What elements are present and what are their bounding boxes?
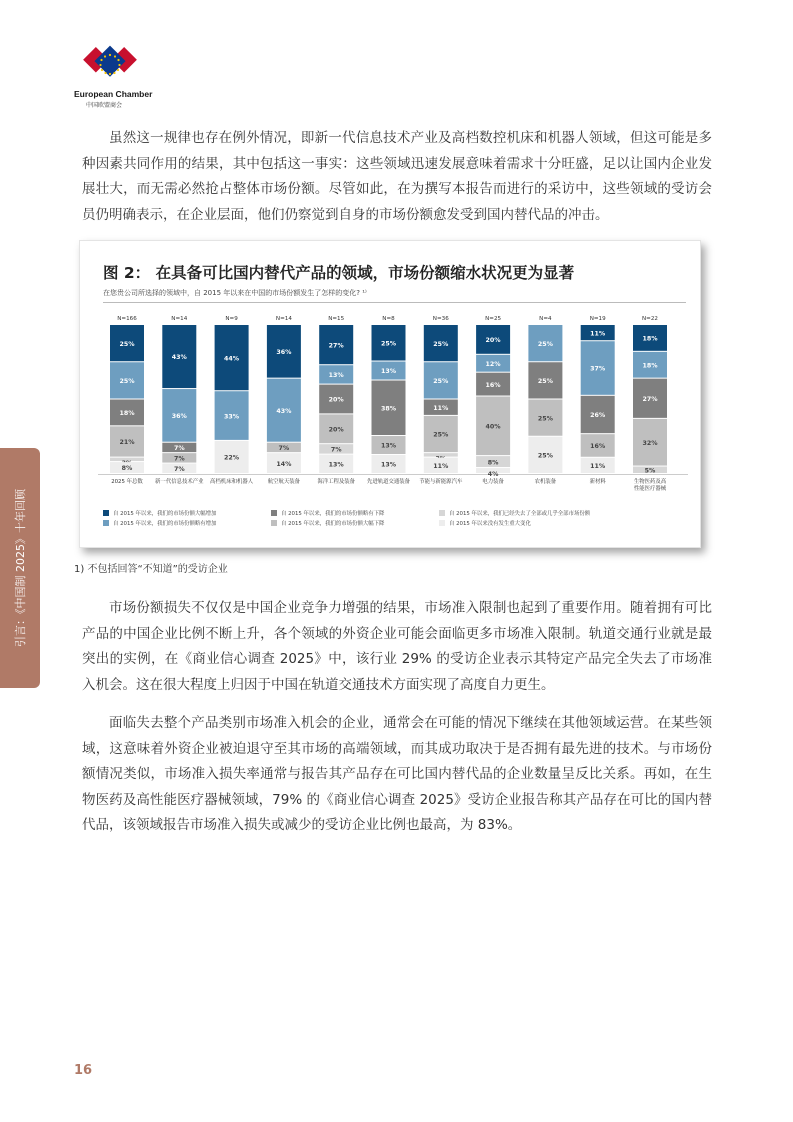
sample-size-label: N=25 [485, 316, 502, 322]
figure-box [79, 240, 701, 548]
data-label: 13% [380, 442, 397, 450]
figure-subtitle: 在您贵公司所选择的领域中，自 2015 年以来在中国的市场份额发生了怎样的变化? ¹⁾ [103, 289, 367, 297]
data-label: 40% [485, 423, 501, 431]
data-label: 43% [276, 407, 292, 415]
section-side-label: 引言：《中国制 2025》十年回顾 [14, 489, 27, 647]
data-label: 18% [642, 362, 658, 370]
data-label: 25% [537, 378, 553, 386]
paragraph-3: 面临失去整个产品类别市场准入机会的企业，通常会在可能的情况下继续在其他领域运营。在某些领域，这意味着外资企业被迫退守至其市场的高端领域，而其成功取决于是否拥有最先进的技术。与市场份额情况类似，市场准入损失率通常与报告其产品存在可比国内替代品的企业数量呈反比关系。再如，在生物医药及高性能医疗器械领域，79% 的《商业信心调查 2025》受访企业报告称其产品存在可比的国内替代品，该领域报告市场准入损失或减少的受访企业比例也最高，为 83%。 [82, 715, 712, 833]
legend-item [271, 509, 384, 517]
sample-size-label: N=4 [539, 316, 552, 322]
legend-item [103, 519, 216, 527]
data-label: 7% [173, 455, 185, 463]
page-number: 16 [74, 1063, 93, 1078]
data-label: 13% [328, 461, 344, 469]
data-label: 11% [590, 330, 606, 338]
category-label: 航空航天装备 [267, 479, 301, 485]
data-label: 25% [433, 431, 449, 439]
category-label: 性能医疗器械 [633, 486, 667, 492]
sample-size-label: N=8 [382, 316, 395, 322]
data-label: 20% [485, 337, 501, 345]
paragraph-1: 虽然这一规律也存在例外情况，即新一代信息技术产业及高档数控机床和机器人领域，但这可能是多种因素共同作用的结果，其中包括这一事实：这些领域迅速发展意味着需求十分旺盛，足以让国内企业发展壮大，而无需必然抢占整体市场份额。尽管如此，在为撰写本报告而进行的采访中，这些领域的受访会员仍明确表示，在企业层面，他们仍察觉到自身的市场份额愈发受到国内替代品的冲击。 [82, 130, 712, 223]
category-label: 2025 年总数 [111, 479, 143, 485]
category-label: 电力装备 [482, 479, 504, 485]
category-label: 节能与新能源汽车 [419, 479, 463, 485]
data-label: 16% [485, 381, 501, 389]
data-label: 25% [119, 340, 135, 348]
data-label: 27% [642, 395, 658, 403]
legend-label: 自 2015 年以来没有发生重大变化 [449, 521, 531, 527]
sample-size-label: N=9 [225, 316, 238, 322]
sample-size-label: N=166 [117, 316, 137, 322]
data-label: 20% [328, 396, 344, 404]
category-label: 先进轨道交通装备 [366, 479, 411, 485]
data-label: 25% [537, 415, 553, 423]
data-label: 11% [433, 463, 449, 471]
data-label: 26% [590, 412, 606, 420]
legend-swatch [439, 510, 445, 516]
data-label: 33% [224, 413, 240, 421]
data-label: 18% [119, 410, 135, 418]
sample-size-label: N=14 [171, 316, 188, 322]
data-label: 14% [276, 460, 292, 468]
data-label: 13% [328, 372, 344, 380]
data-label: 8% [121, 465, 133, 473]
data-label: 7% [278, 445, 290, 453]
paragraph-2: 市场份额损失不仅仅是中国企业竞争力增强的结果，市场准入限制也起到了重要作用。随着拥有可比产品的中国企业比例不断上升，各个领域的外资企业可能会面临更多市场准入限制。轨道交通行业就是最突出的实例，在《商业信心调查 2025》中，该行业 29% 的受访企业表示其特定产品完全失去了市场准入机会。这在很大程度上归因于中国在轨道交通技术方面实现了高度自力更生。 [82, 600, 712, 693]
data-label: 5% [644, 467, 656, 475]
category-label: 生物医药及高 [633, 479, 667, 485]
data-label: 36% [276, 349, 292, 357]
data-label: 18% [642, 335, 658, 343]
legend-item [271, 519, 384, 527]
legend-swatch [271, 510, 277, 516]
logo-text-en: European Chamber [74, 89, 153, 99]
sample-size-label: N=15 [328, 316, 345, 322]
data-label: 32% [642, 439, 658, 447]
category-label: 海洋工程及装备 [317, 479, 356, 485]
data-label: 37% [590, 365, 606, 373]
data-label: 21% [119, 439, 135, 447]
legend-swatch [103, 520, 109, 526]
data-label: 12% [485, 360, 501, 368]
legend-label: 自 2015 年以来，我们已经失去了全部或几乎全部市场份额 [449, 511, 591, 517]
sample-size-label: N=14 [275, 316, 292, 322]
data-label: 25% [380, 340, 397, 348]
data-label: 25% [537, 340, 553, 348]
category-label: 新一代信息技术产业 [155, 479, 204, 485]
data-label: 7% [173, 465, 185, 473]
data-label: 7% [330, 446, 342, 454]
data-label: 13% [380, 368, 397, 376]
legend-swatch [103, 510, 109, 516]
legend-item [439, 519, 531, 527]
data-label: 11% [590, 463, 606, 471]
stacked-bar-chart [80, 241, 700, 547]
category-label: 农机装备 [534, 479, 557, 485]
logo-text-cn: 中国欧盟商会 [86, 102, 123, 109]
data-label: 11% [433, 404, 449, 412]
legend-label: 自 2015 年以来，我们的市场份额大幅下降 [281, 521, 385, 527]
data-label: 43% [171, 354, 187, 362]
category-label: 新材料 [589, 479, 606, 485]
legend-swatch [271, 520, 277, 526]
sample-size-label: N=22 [642, 316, 658, 322]
data-label: 25% [433, 378, 449, 386]
data-label: 4% [487, 471, 499, 479]
data-label: 20% [328, 426, 344, 434]
legend-swatch [439, 520, 445, 526]
sample-size-label: N=36 [432, 316, 449, 322]
data-label: 25% [537, 452, 553, 460]
data-label: 25% [119, 378, 135, 386]
data-label: 13% [380, 461, 397, 469]
data-label: 44% [224, 355, 240, 363]
figure-footnote: 1) 不包括回答“不知道”的受访企业 [74, 564, 228, 575]
legend-label: 自 2015 年以来，我们的市场份额大幅增加 [113, 511, 217, 517]
legend-label: 自 2015 年以来，我们的市场份额略有增加 [113, 521, 217, 527]
data-label: 7% [173, 445, 185, 453]
sample-size-label: N=19 [589, 316, 606, 322]
category-label: 高档机床和机器人 [210, 479, 254, 485]
legend-item [103, 509, 216, 517]
data-label: 16% [590, 443, 606, 451]
data-label: 22% [224, 454, 240, 462]
data-label: 36% [171, 413, 187, 421]
figure-title: 图 2： 在具备可比国内替代产品的领域，市场份额缩水状况更为显著 [103, 264, 575, 282]
data-label: 38% [380, 405, 397, 413]
data-label: 27% [328, 342, 344, 350]
data-label: 25% [433, 340, 449, 348]
legend-label: 自 2015 年以来，我们的市场份额略有下降 [281, 511, 385, 517]
legend-item [439, 509, 590, 517]
data-label: 8% [487, 459, 499, 467]
